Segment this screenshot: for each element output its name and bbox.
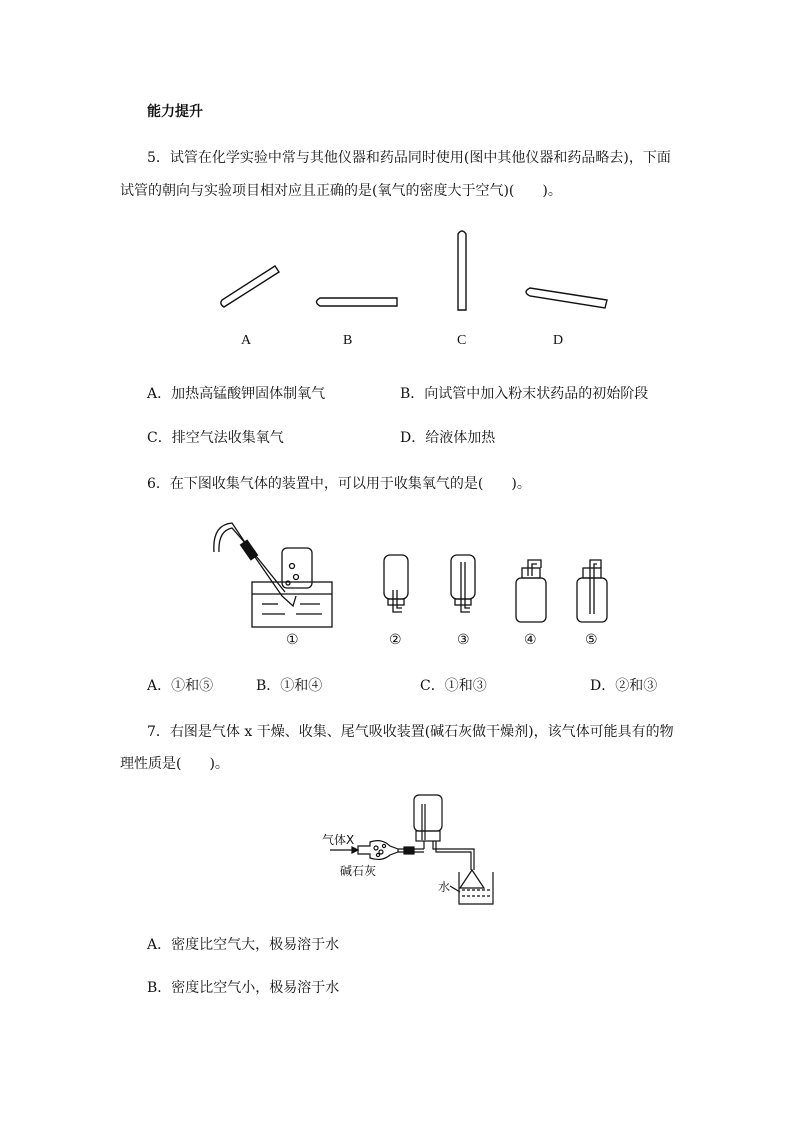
apparatus-label-5: ⑤ bbox=[585, 633, 598, 648]
apparatus-label-3: ③ bbox=[457, 633, 470, 648]
water-label: 水 bbox=[438, 880, 451, 894]
tube-label-a: A bbox=[241, 333, 252, 348]
apparatus-label-4: ④ bbox=[524, 633, 537, 648]
q5-option-a: A．加热高锰酸钾固体制氧气 bbox=[147, 386, 326, 402]
q6-option-d: D．②和③ bbox=[590, 678, 658, 694]
soda-lime-label: 碱石灰 bbox=[340, 864, 377, 878]
q7-stem-line2: 理性质是( )。 bbox=[120, 756, 229, 772]
q5-stem-line1: 5．试管在化学实验中常与其他仪器和药品同时使用(图中其他仪器和药品略去)，下面 bbox=[147, 150, 671, 166]
tube-label-d: D bbox=[553, 333, 564, 348]
q7-stem-line1: 7．右图是气体 x 干燥、收集、尾气吸收装置(碱石灰做干燥剂)，该气体可能具有的物 bbox=[147, 724, 674, 740]
section-title: 能力提升 bbox=[147, 104, 203, 120]
gas-x-label: 气体X bbox=[322, 833, 355, 847]
q6-stem: 6．在下图收集气体的装置中，可以用于收集氧气的是( )。 bbox=[147, 476, 531, 492]
tube-label-b: B bbox=[343, 333, 353, 348]
q5-option-c: C．排空气法收集氧气 bbox=[147, 430, 284, 446]
q5-option-b: B．向试管中加入粉末状药品的初始阶段 bbox=[400, 386, 649, 402]
q7-option-b: B．密度比空气小，极易溶于水 bbox=[147, 980, 340, 996]
apparatus-label-2: ② bbox=[389, 633, 402, 648]
q5-option-d: D．给液体加热 bbox=[400, 430, 496, 446]
q6-option-b: B．①和④ bbox=[256, 678, 323, 694]
apparatus-label-1: ① bbox=[286, 633, 299, 648]
tube-label-c: C bbox=[457, 333, 467, 348]
q6-option-a: A．①和⑤ bbox=[147, 678, 214, 694]
q5-stem-line2: 试管的朝向与实验项目相对应且正确的是(氧气的密度大于空气)( )。 bbox=[120, 183, 562, 199]
q6-option-c: C．①和③ bbox=[420, 678, 487, 694]
q7-option-a: A．密度比空气大，极易溶于水 bbox=[147, 937, 340, 953]
